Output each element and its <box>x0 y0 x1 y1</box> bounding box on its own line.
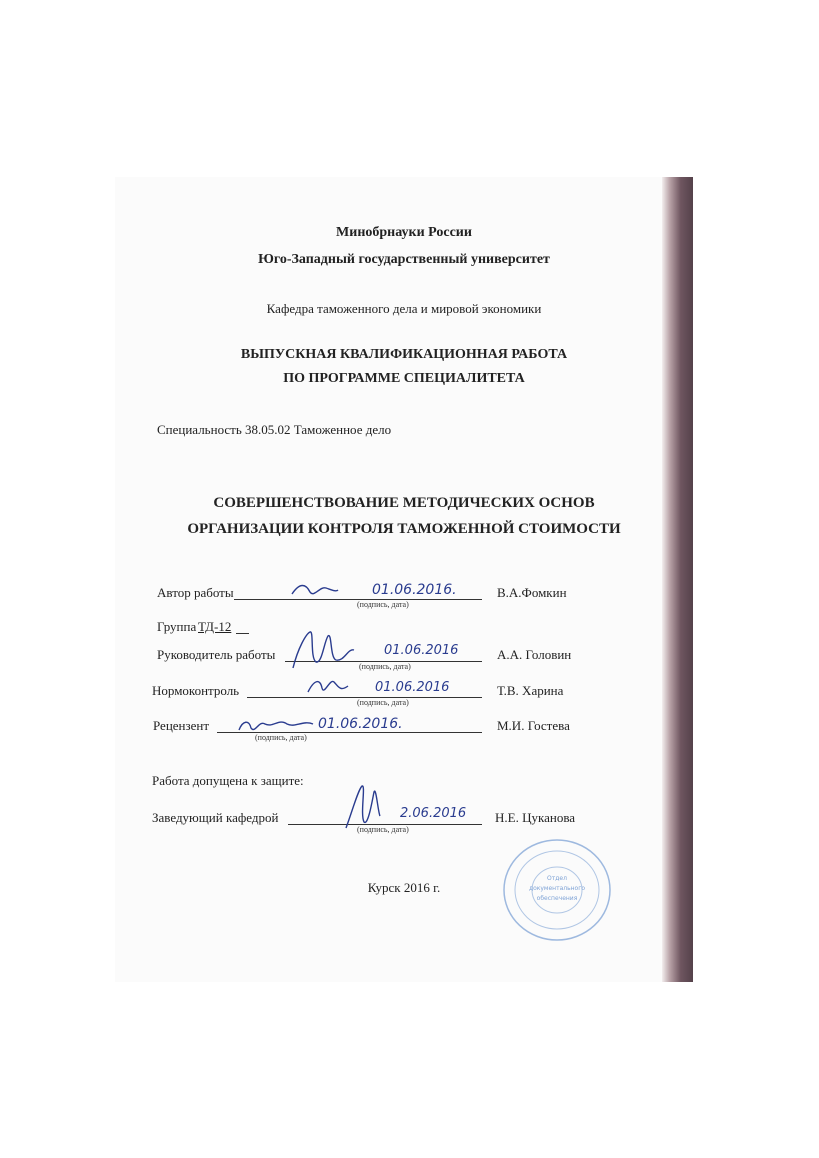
reviewer-label: Рецензент <box>153 718 210 733</box>
city-year: Курск 2016 г. <box>367 880 441 895</box>
department-title: Кафедра таможенного дела и мировой экономики <box>266 301 542 316</box>
supervisor-name: А.А. Головин <box>497 647 572 662</box>
normcontrol-name: Т.В. Харина <box>497 683 564 698</box>
head-date: 2.06.2016 <box>400 806 467 821</box>
author-signature <box>290 580 340 600</box>
svg-text:документального: документального <box>528 885 586 892</box>
author-date: 01.06.2016. <box>372 582 457 598</box>
reviewer-name: М.И. Гостева <box>497 718 570 733</box>
supervisor-date: 01.06.2016 <box>384 643 459 658</box>
normcontrol-label: Нормоконтроль <box>152 683 240 698</box>
author-name: В.А.Фомкин <box>497 585 567 600</box>
author-sign-caption: (подпись, дата) <box>357 600 409 609</box>
work-type-line2: ПО ПРОГРАММЕ СПЕЦИАЛИТЕТА <box>283 371 525 386</box>
head-label: Заведующий кафедрой <box>152 810 279 825</box>
supervisor-signature <box>288 628 358 673</box>
normcontrol-date: 01.06.2016 <box>375 680 450 695</box>
supervisor-sign-caption: (подпись, дата) <box>359 662 411 671</box>
svg-text:обеспечения: обеспечения <box>536 895 578 902</box>
author-label: Автор работы <box>157 585 234 600</box>
head-name: Н.Е. Цуканова <box>495 810 576 825</box>
group-line-tail <box>236 633 249 634</box>
svg-text:Отдел: Отдел <box>547 875 567 882</box>
reviewer-date: 01.06.2016. <box>318 716 403 732</box>
reviewer-sign-caption: (подпись, дата) <box>255 733 307 742</box>
normcontrol-signature <box>306 674 350 698</box>
work-type-line1: ВЫПУСКНАЯ КВАЛИФИКАЦИОННАЯ РАБОТА <box>240 347 568 362</box>
group-value: ТД-12 <box>198 619 232 634</box>
topic-line1: СОВЕРШЕНСТВОВАНИЕ МЕТОДИЧЕСКИХ ОСНОВ <box>213 495 595 511</box>
topic-line2: ОРГАНИЗАЦИИ КОНТРОЛЯ ТАМОЖЕННОЙ СТОИМОСТИ <box>187 521 621 537</box>
ministry-title: Минобрнауки России <box>336 225 472 240</box>
normcontrol-sign-caption: (подпись, дата) <box>357 698 409 707</box>
supervisor-label: Руководитель работы <box>157 647 276 662</box>
group-label: Группа <box>157 619 197 634</box>
specialty-text: Специальность 38.05.02 Таможенное дело <box>157 422 392 437</box>
university-title: Юго-Западный государственный университет <box>258 252 550 267</box>
binding-spine <box>662 177 693 982</box>
head-sign-caption: (подпись, дата) <box>357 825 409 834</box>
admitted-text: Работа допущена к защите: <box>152 773 304 788</box>
